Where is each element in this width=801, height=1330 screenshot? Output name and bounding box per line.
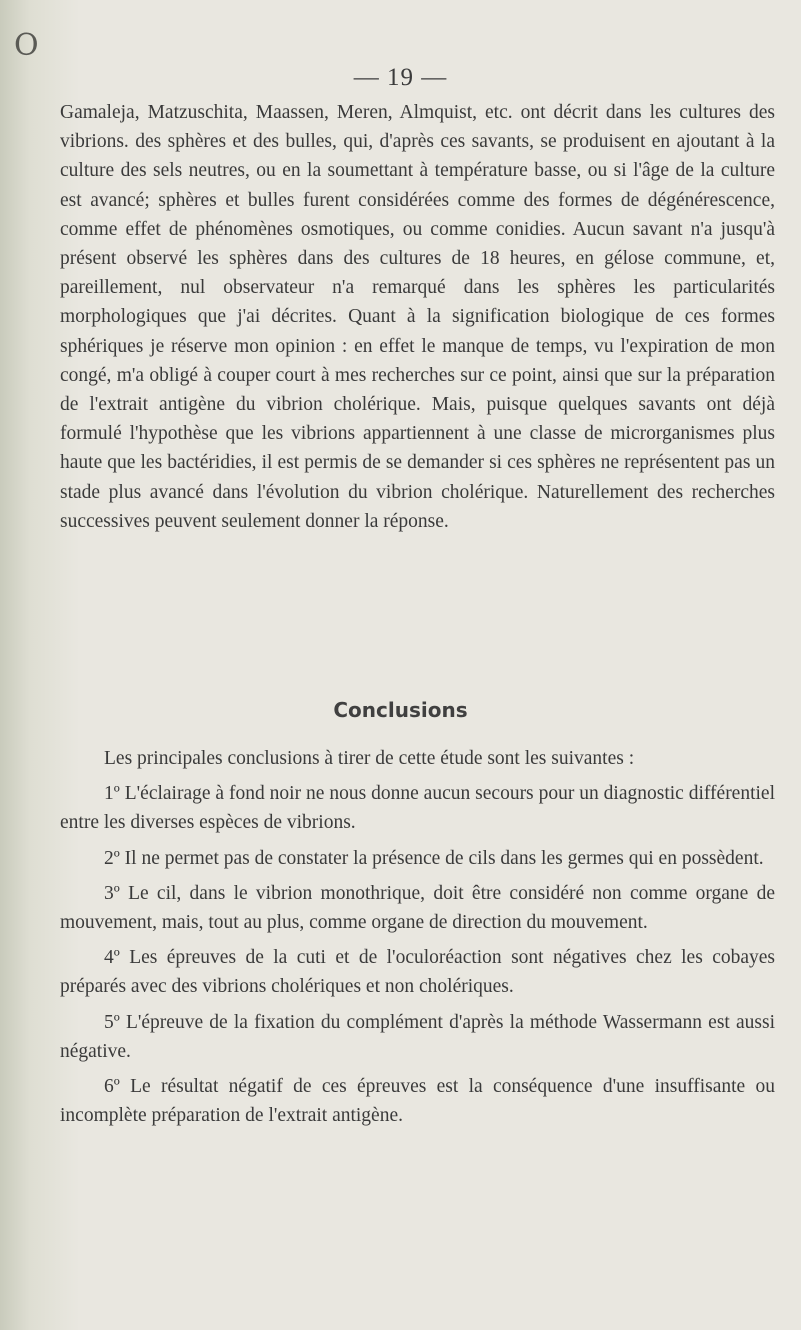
conclusions-heading: Conclusions (333, 698, 468, 722)
conclusion-item-text: L'éclairage à fond noir ne nous donne aucun secours pour un diagnostic différentiel entre les diverses espèces de vibrions. (60, 783, 776, 834)
intro-paragraph: Gamaleja, Matzuschita, Maassen, Meren, Almquist, etc. ont décrit dans les cultures des vibrions. des sphères et des bulles, qui, d'après ces savants, se produisent en ajoutant à la culture des sels neutres, ou en la soumettant à température basse, ou si l'âge de la culture est avancé; sphères et bulles furent considérées comme des formes de dégénérescence, comme effet de phénomènes osmotiques, ou comme conidies. Aucun savant n'a jusqu'à présent observé les sphères dans des cultures de 18 heures, en gélose commune, et, pareillement, nul observateur n'a remarqué dans les sphères les particularités morphologiques que j'ai décrites. Quant à la signification biologique de ces formes sphériques je réserve mon opinion : en effet le manque de temps, vu l'expiration de mon congé, m'a obligé à couper court à mes recherches sur ce point, ainsi que sur la préparation de l'extrait antigène du vibrion cholérique. Mais, puisque quelques savants ont déjà formulé l'hypothèse que les vibrions appartiennent à une classe de microrganismes plus haute que les bactéridies, il est permis de se demander si ces sphères ne représentent pas un stade plus avancé dans l'évolution du vibrion cholérique. Naturellement des recherches successives peuvent seulement donner la réponse. (60, 102, 775, 532)
conclusion-item-number: 5º (104, 1011, 120, 1033)
intro-section (60, 98, 775, 536)
corner-mark: O (14, 28, 39, 63)
conclusion-item (60, 879, 775, 937)
conclusion-item (60, 943, 775, 1001)
conclusion-item-text: Les épreuves de la cuti et de l'oculoréaction sont négatives chez les cobayes préparés avec des vibrions cholériques et non cholériques. (60, 947, 775, 998)
conclusions-intro: Les principales conclusions à tirer de cette étude sont les suivantes : (104, 748, 635, 769)
conclusion-item-text: Le cil, dans le vibrion monothrique, doit être considéré non comme organe de mouvement, mais, tout au plus, comme organe de direction du mouvement. (60, 882, 775, 934)
conclusion-item-number: 2º (104, 847, 120, 869)
conclusion-item (60, 779, 775, 837)
conclusion-item (60, 844, 775, 873)
conclusion-item-number: 4º (104, 947, 120, 969)
conclusion-item-text: Il ne permet pas de constater la présence de cils dans les germes qui en possèdent. (124, 847, 764, 869)
page-number: — 19 — (353, 64, 448, 91)
conclusion-item-number: 1º (104, 783, 120, 805)
conclusion-item-text: Le résultat négatif de ces épreuves est la conséquence d'une insuffisante ou incomplète préparation de l'extrait antigène. (60, 1076, 775, 1127)
conclusions-section (60, 744, 775, 1136)
conclusion-item (60, 1072, 775, 1130)
conclusion-item-number: 6º (104, 1076, 120, 1098)
conclusion-item (60, 1008, 775, 1066)
conclusion-item-number: 3º (104, 882, 120, 904)
conclusion-item-text: L'épreuve de la fixation du complément d'après la méthode Wassermann est aussi négative. (60, 1011, 776, 1062)
